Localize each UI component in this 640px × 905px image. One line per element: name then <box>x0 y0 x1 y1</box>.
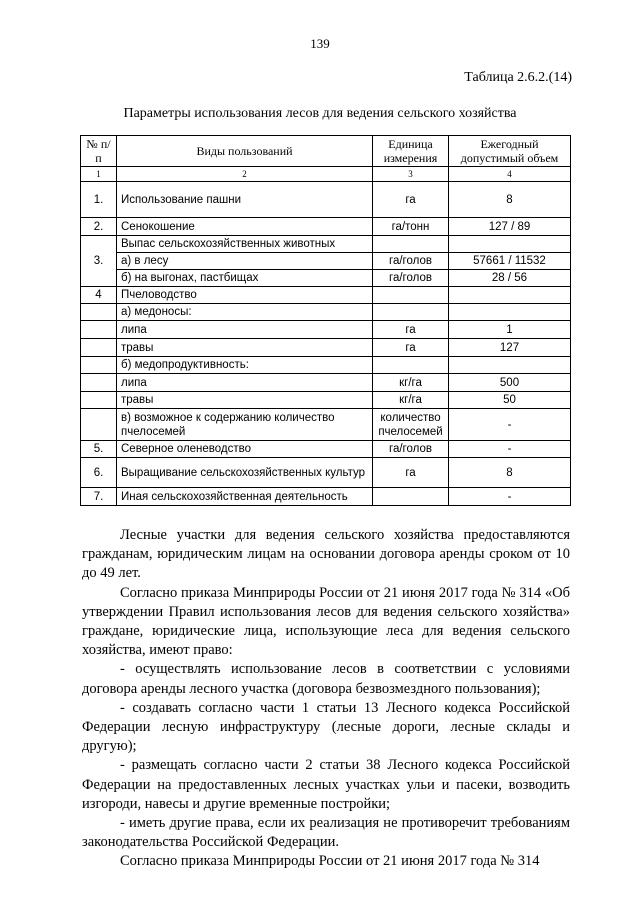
usage-type: Пчеловодство <box>117 287 373 304</box>
unit <box>373 304 449 321</box>
row-number: 6. <box>81 458 117 488</box>
table-row <box>81 253 571 270</box>
usage-type: б) на выгонах, пастбищах <box>117 270 373 287</box>
volume <box>449 287 571 304</box>
row-number <box>81 304 117 321</box>
table-row <box>81 304 571 321</box>
volume: 1 <box>449 321 571 339</box>
table-row <box>81 287 571 304</box>
usage-type: Северное оленеводство <box>117 441 373 458</box>
volume <box>449 304 571 321</box>
unit <box>373 488 449 506</box>
row-number: 1. <box>81 182 117 218</box>
unit: га <box>373 458 449 488</box>
volume: - <box>449 441 571 458</box>
usage-type: Выращивание сельскохозяйственных культур <box>117 458 373 488</box>
volume: 50 <box>449 392 571 409</box>
usage-type: Использование пашни <box>117 182 373 218</box>
volume <box>449 357 571 374</box>
volume: 500 <box>449 374 571 392</box>
page-number: 139 <box>310 36 330 51</box>
paragraph: Согласно приказа Минприроды России от 21 июня 2017 года № 314 <box>120 853 540 870</box>
table-header-row <box>81 136 571 167</box>
usage-type: липа <box>117 374 373 392</box>
unit: га <box>373 339 449 357</box>
usage-type: травы <box>117 339 373 357</box>
row-number <box>81 357 117 374</box>
row-number <box>81 321 117 339</box>
usage-type: Выпас сельскохозяйственных животных <box>117 236 373 253</box>
paragraph: Лесные участки для ведения сельского хозяйства предоставляются гражданам, юридическим лицам на основании договора аренды сроком от 10 до 49 лет. <box>82 527 570 582</box>
row-number <box>81 409 117 441</box>
usage-type: в) возможное к содержанию количество пчелосемей <box>117 409 373 441</box>
unit: га/тонн <box>373 218 449 236</box>
forest-usage-table <box>80 135 571 506</box>
unit: га/голов <box>373 270 449 287</box>
usage-type: Сенокошение <box>117 218 373 236</box>
table-row <box>81 409 571 441</box>
row-number: 2. <box>81 218 117 236</box>
volume: - <box>449 409 571 441</box>
volume: 127 <box>449 339 571 357</box>
header-usage-type: Виды пользований <box>117 136 373 167</box>
unit: га/голов <box>373 441 449 458</box>
column-number: 1 <box>81 167 117 182</box>
column-number: 2 <box>117 167 373 182</box>
table-row <box>81 441 571 458</box>
unit <box>373 357 449 374</box>
table-row <box>81 339 571 357</box>
table-row <box>81 488 571 506</box>
unit: га <box>373 182 449 218</box>
header-num: № п/п <box>81 136 117 167</box>
paragraph: Согласно приказа Минприроды России от 21 июня 2017 года № 314 «Об утверждении Правил использования лесов для ведения сельского хозяйства» граждане, юридические лица, использующие леса для ведения сельского хозяйства, имеют право: <box>82 584 570 659</box>
list-item: - иметь другие права, если их реализация не противоречит требованиям законодательства Российской Федерации. <box>82 815 570 851</box>
volume: 28 / 56 <box>449 270 571 287</box>
table-row <box>81 236 571 253</box>
table-row <box>81 374 571 392</box>
volume: 8 <box>449 182 571 218</box>
header-unit: Единица измерения <box>373 136 449 167</box>
column-numbers-row <box>81 167 571 182</box>
volume: 127 / 89 <box>449 218 571 236</box>
table-row <box>81 270 571 287</box>
row-number: 4 <box>81 287 117 304</box>
volume <box>449 236 571 253</box>
row-number <box>81 392 117 409</box>
list-item: - осуществлять использование лесов в соответствии с условиями договора аренды лесного участка (договора безвозмездного пользования); <box>82 661 570 697</box>
unit: кг/га <box>373 392 449 409</box>
row-number: 5. <box>81 441 117 458</box>
usage-type: липа <box>117 321 373 339</box>
unit: количество пчелосемей <box>373 409 449 441</box>
table-row <box>81 182 571 218</box>
header-volume: Ежегодный допустимый объем <box>449 136 571 167</box>
usage-type: а) в лесу <box>117 253 373 270</box>
volume: 8 <box>449 458 571 488</box>
row-number <box>81 374 117 392</box>
table-title: Параметры использования лесов для ведения сельского хозяйства <box>123 106 517 121</box>
volume: 57661 / 11532 <box>449 253 571 270</box>
usage-type: б) медопродуктивность: <box>117 357 373 374</box>
unit <box>373 236 449 253</box>
table-row <box>81 392 571 409</box>
table-reference: Таблица 2.6.2.(14) <box>464 70 572 85</box>
row-number <box>81 339 117 357</box>
row-number: 3. <box>81 236 117 287</box>
usage-type: Иная сельскохозяйственная деятельность <box>117 488 373 506</box>
column-number: 3 <box>373 167 449 182</box>
list-item: - создавать согласно части 1 статьи 13 Лесного кодекса Российской Федерации лесную инфраструктуру (лесные дороги, лесные склады и другую); <box>82 699 570 755</box>
table-row <box>81 321 571 339</box>
table-row <box>81 458 571 488</box>
table-row <box>81 218 571 236</box>
row-number: 7. <box>81 488 117 506</box>
unit: га <box>373 321 449 339</box>
unit <box>373 287 449 304</box>
body-text <box>82 526 570 872</box>
usage-type: травы <box>117 392 373 409</box>
unit: кг/га <box>373 374 449 392</box>
usage-type: а) медоносы: <box>117 304 373 321</box>
column-number: 4 <box>449 167 571 182</box>
table-row <box>81 357 571 374</box>
list-item: - размещать согласно части 2 статьи 38 Лесного кодекса Российской Федерации на предоставленных лесных участках ульи и пасеки, возводить изгороди, навесы и другие временные постройки; <box>82 757 570 812</box>
volume: - <box>449 488 571 506</box>
unit: га/голов <box>373 253 449 270</box>
